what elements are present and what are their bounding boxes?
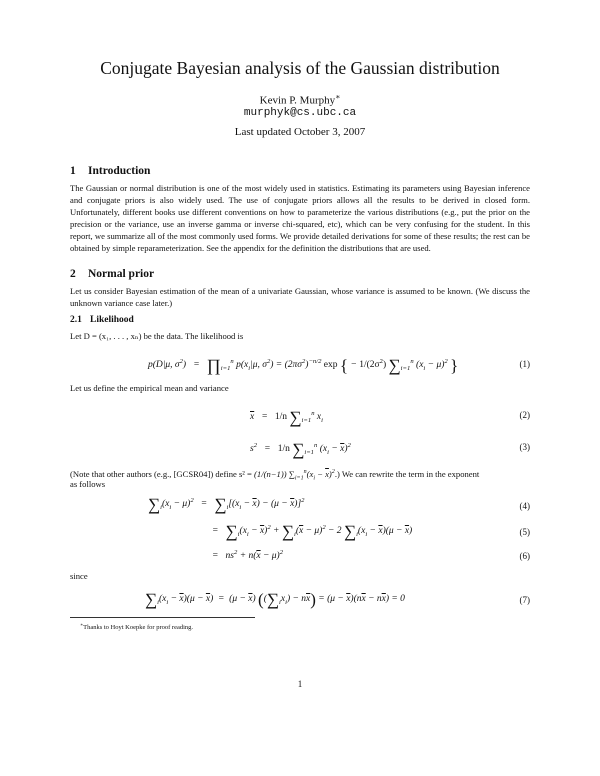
equation-1: p(D|μ, $\sigma^2$) = $\prod_{i=1}^n$ $p(x_i|\mu$, $\sigma^2) = (2\pi\sigma^2)^{-n/2}$ exp { − $1/(2\sigma^2)$ $\sum_{i=1}^n$ $(x_i - \mu)^2$ } — [148, 356, 459, 375]
equation-number: (6) — [519, 551, 530, 561]
note-line: (Note that other authors (e.g., [GCSR04]) define s² = (1/(n−1)) $\sum_{i=1}^n(x_i - \overline{x})^2$.) We can rewrite the term in the exponent — [70, 468, 480, 482]
equation-number: (1) — [519, 359, 530, 369]
section-title: Introduction — [88, 165, 151, 177]
normal-prior-paragraph: Let us consider Bayesian estimation of the mean of a univariate Gaussian, whose variance is assumed to be known. (We discuss the unknown variance case later.) — [70, 286, 530, 308]
equation-2: $\overline{x} = 1/n$ $\sum_{i=1}^n$ $x_i$ — [250, 408, 323, 427]
equation-number: (2) — [519, 410, 530, 420]
equation-number: (5) — [519, 527, 530, 537]
author-name: Kevin P. Murphy — [259, 94, 336, 107]
likelihood-lead: Let D = (x₁, . . . , xₙ) be the data. The likelihood is — [70, 331, 244, 341]
note-suffix: .) We can rewrite the term in the exponent — [334, 468, 480, 479]
footnote — [80, 622, 193, 631]
equation-number: (7) — [519, 595, 530, 605]
author-footnote-mark: ∗ — [335, 92, 341, 101]
author-email: murphyk@cs.ubc.ca — [243, 107, 357, 119]
section-title: Normal prior — [88, 268, 155, 280]
subsection-title: Likelihood — [90, 315, 134, 325]
section-number: 1 — [70, 165, 76, 177]
note-line-2: as follows — [70, 479, 106, 489]
equation-number: (4) — [519, 501, 530, 511]
equation-4: $\sum_i(x_i - \mu)^2 = \sum_i[(x_i - \overline{x}) - (\mu - \overline{x})]^2$ — [148, 495, 305, 514]
last-updated: Last updated October 3, 2007 — [234, 126, 366, 138]
introduction-paragraph: The Gaussian or normal distribution is one of the most widely used in statistics. Estimating its parameters using Bayesian inference and conjugate priors is also widely used. The use of conjugate priors allows all the results to be derived in closed form. Unfortunately, different books use different conventions on how to parameterize the various distributions (e.g., put the prior on the precision or the variance, use an inverse gamma or inverse chi-squared, etc), which can be very confusing for the student. In this report, we summarize all of the most commonly used forms. We provide detailed derivations for some of these results; the rest can be obtained by simple reparameterization. See the appendix for the definition the distributions that are used. — [70, 183, 530, 253]
subsection-number: 2.1 — [70, 315, 82, 325]
equation-7: $\sum_i(x_i - \overline{x})(\mu - \overline{x}) = (\mu - \overline{x}) ((\sum_ix_i) - n\overline{x}) = (\mu - \overline{x})(n\overline{x} - n\overline{x}) = 0$ — [145, 590, 405, 609]
since-text: since — [70, 571, 88, 581]
equation-5: = $\sum_i(x_i - \overline{x})^2 + \sum_i(\overline{x} - \mu)^2 - 2$ $\sum_i(x_i - \overline{x})(\mu - \overline{x})$ — [212, 522, 413, 541]
footnote-rule — [70, 617, 255, 618]
footnote-text: Thanks to Hoyt Koepke for proof reading. — [83, 624, 194, 632]
empirical-intro: Let us define the empirical mean and variance — [70, 383, 229, 393]
section-heading-introduction — [70, 165, 150, 177]
equation-6: = $ns^2 + n(\overline{x} - \mu)^2$ — [212, 549, 284, 562]
author-line — [0, 92, 600, 107]
paper-title: Conjugate Bayesian analysis of the Gaussian distribution — [100, 58, 500, 78]
section-number: 2 — [70, 268, 76, 280]
equation-number: (3) — [519, 442, 530, 452]
page-number: 1 — [297, 679, 303, 689]
subsection-heading-likelihood — [70, 315, 134, 325]
footnote-mark: ∗ — [80, 622, 84, 627]
section-heading-normal-prior — [70, 268, 154, 280]
equation-3: $s^2 = 1/n$ $\sum_{i=1}^n$ $(x_i - \overline{x})^2$ — [250, 440, 351, 459]
note-prefix: (Note that other authors (e.g., [GCSR04]) define s² = — [70, 468, 255, 479]
